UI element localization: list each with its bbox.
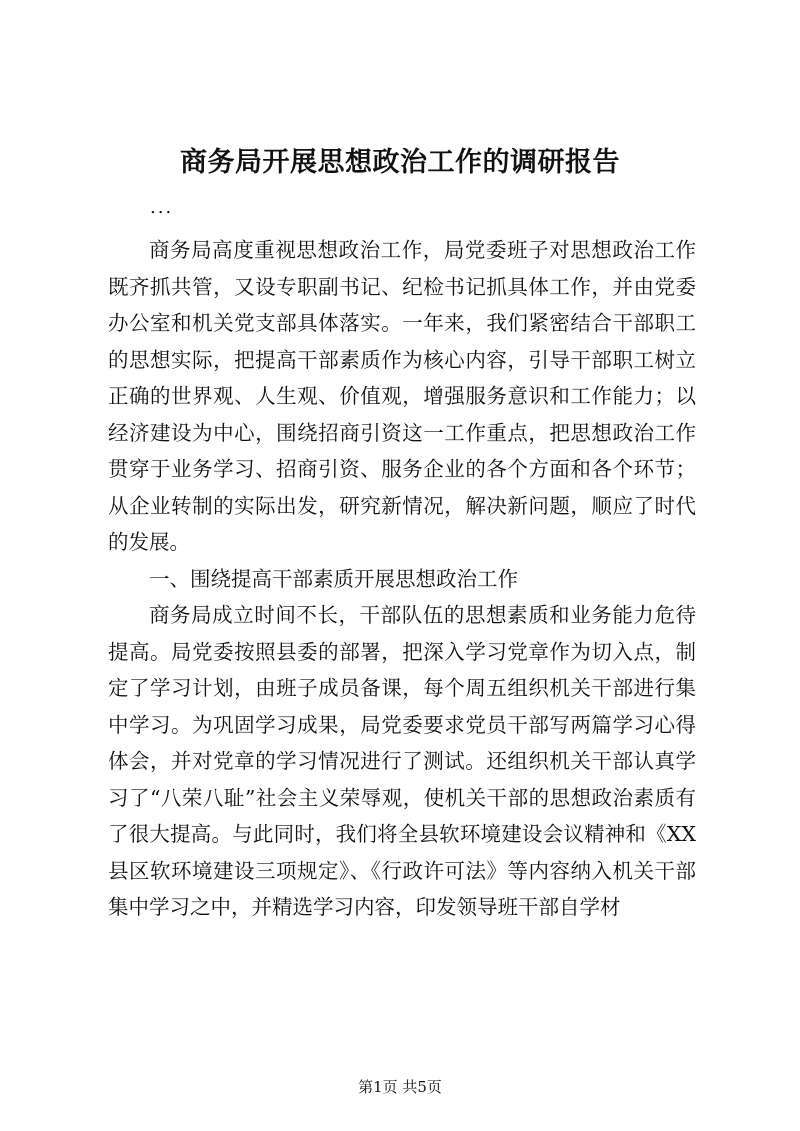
document-title: 商务局开展思想政治工作的调研报告 <box>180 147 620 178</box>
section-paragraph: 商务局成立时间不长，干部队伍的思想素质和业务能力危待提高。局党委按照县委的部署，把深入学习党章作为切入点，制定了学习计划，由班子成员备课，每个周五组织机关干部进行集中学习。为巩固学习成果，局党委要求党员干部写两篇学习心得体会，并对党章的学习情况进行了测试。还组织机关干部认真学习了“八荣八耻”社会主义荣辱观，使机关干部的思想政治素质有了很大提高。与此同时，我们将全县软环境建设会议精神和《XX县区软环境建设三项规定》、《行政许可法》等内容纳入机关干部集中学习之中，并精选学习内容，印发领导班干部自学材 <box>108 603 696 919</box>
ellipsis-marker: ... <box>150 197 174 218</box>
document-body <box>108 232 696 926</box>
page-footer: 第1页 共5页 <box>358 1078 442 1096</box>
section-heading: 一、围绕提高干部素质开展思想政治工作 <box>149 566 518 591</box>
intro-paragraph: 商务局高度重视思想政治工作，局党委班子对思想政治工作既齐抓共管，又设专职副书记、纪检书记抓具体工作，并由党委办公室和机关党支部具体落实。一年来，我们紧密结合干部职工的思想实际，把提高干部素质作为核心内容，引导干部职工树立正确的世界观、人生观、价值观，增强服务意识和工作能力；以经济建设为中心，围绕招商引资这一工作重点，把思想政治工作贯穿于业务学习、招商引资、服务企业的各个方面和各个环节；从企业转制的实际出发，研究新情况，解决新问题，顺应了时代的发展。 <box>108 238 696 554</box>
